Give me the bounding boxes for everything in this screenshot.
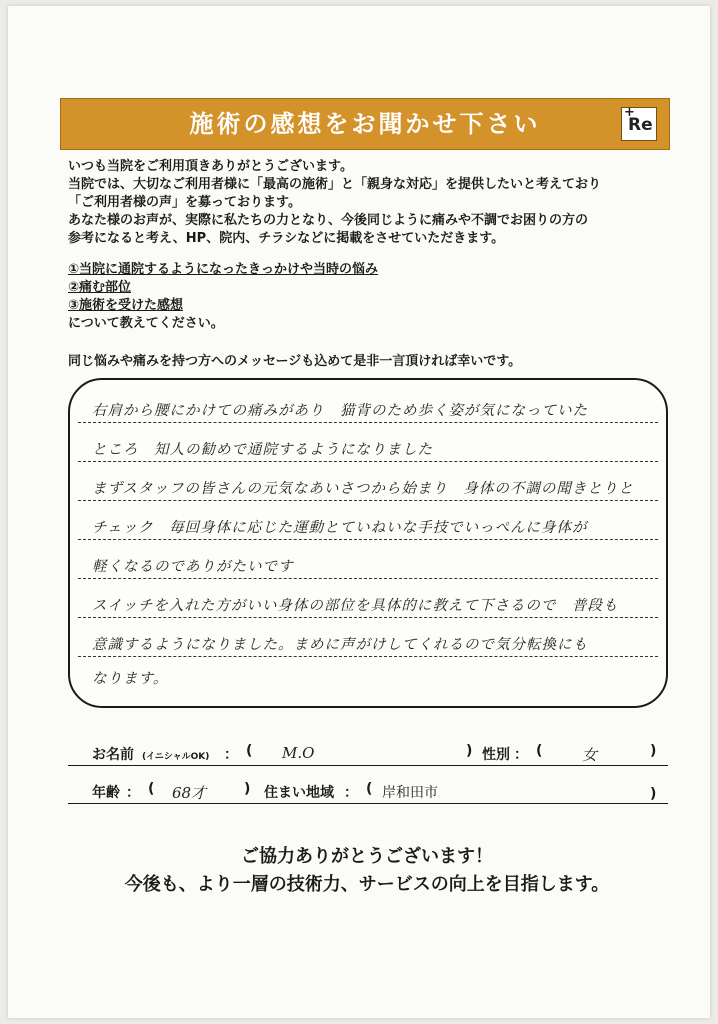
- logo-text: Re: [628, 115, 653, 135]
- paren-close: ): [466, 743, 473, 759]
- comment-line: [78, 626, 658, 657]
- name-gender-row: [68, 742, 668, 766]
- handwritten-text: 右肩から腰にかけての痛みがあり 猫背のため歩く姿が気になっていた: [92, 403, 588, 419]
- comment-box[interactable]: [68, 378, 668, 708]
- intro-line: いつも当院をご利用頂きありがとうございます。: [68, 159, 353, 174]
- intro-line: 「ご利用者様の声」を募っております。: [68, 195, 301, 210]
- thanks-line: 今後も、より一層の技術力、サービスの向上を目指します。: [124, 874, 610, 895]
- page-title: 施術の感想をお聞かせ下さい: [189, 110, 541, 138]
- handwritten-text: なります。: [92, 671, 169, 687]
- logo-plus: +: [624, 105, 635, 120]
- age-label: 年齢: [92, 785, 120, 801]
- question-item: ①当院に通院するようになったきっかけや当時の悩み: [68, 262, 379, 277]
- underline: [68, 803, 668, 805]
- underline: [68, 765, 668, 767]
- gender-label: 性別: [482, 747, 510, 763]
- comment-line: [78, 431, 658, 462]
- paren-open: (: [366, 781, 373, 797]
- colon: ：: [224, 747, 238, 763]
- question-tail: について教えてください。: [68, 316, 224, 331]
- paren-open: (: [246, 743, 253, 759]
- paren-close: ): [650, 743, 657, 759]
- name-value[interactable]: M.O: [282, 744, 315, 762]
- age-value[interactable]: 68才: [172, 784, 207, 802]
- comment-line: [78, 587, 658, 618]
- handwritten-text: チェック 毎回身体に応じた運動とていねいな手技でいっぺんに身体が: [92, 520, 588, 536]
- colon: ：: [344, 785, 358, 801]
- handwritten-text: まずスタッフの皆さんの元気なあいさつから始まり 身体の不調の聞きとりと: [92, 481, 634, 497]
- intro-line: 参考になると考え、HP、院内、チラシなどに掲載をさせていただきます。: [68, 231, 505, 246]
- comment-line: [78, 470, 658, 501]
- area-label: 住まい地域: [264, 785, 334, 801]
- intro-text: [68, 158, 678, 248]
- handwritten-text: ところ 知人の勧めで通院するようになりました: [92, 442, 433, 458]
- name-note: (イニシャルOK): [142, 752, 210, 762]
- colon: ：: [514, 747, 528, 763]
- handwritten-text: 意識するようになりました。まめに声がけしてくれるので気分転換にも: [92, 637, 588, 653]
- survey-sheet: [8, 6, 710, 1018]
- paren-open: (: [536, 743, 543, 759]
- question-item: ②痛む部位: [68, 280, 132, 295]
- comment-line: [78, 660, 658, 690]
- age-area-row: [68, 780, 668, 804]
- comment-line: [78, 509, 658, 540]
- colon: ：: [126, 785, 140, 801]
- handwritten-text: スイッチを入れた方がいい身体の部位を具体的に教えて下さるので 普段も: [92, 598, 619, 614]
- header-banner: [60, 98, 670, 150]
- paren-close: ): [650, 786, 657, 802]
- name-label: お名前: [92, 747, 134, 763]
- question-item: ③施術を受けた感想: [68, 298, 184, 313]
- message-request: 同じ悩みや痛みを持つ方へのメッセージも込めて是非一言頂ければ幸いです。: [68, 354, 522, 369]
- intro-line: 当院では、大切なご利用者様に「最高の施術」と「親身な対応」を提供したいと考えており: [68, 177, 602, 192]
- thanks-line: ご協力ありがとうございます！: [241, 846, 493, 867]
- question-items: [68, 261, 378, 333]
- handwritten-text: 軽くなるのでありがたいです: [92, 559, 294, 575]
- comment-line: [78, 548, 658, 579]
- comment-line: [78, 392, 658, 423]
- intro-line: あなた様のお声が、実際に私たちの力となり、今後同じように痛みや不調でお困りの方の: [68, 213, 589, 228]
- paren-open: (: [148, 781, 155, 797]
- re-logo: [621, 107, 657, 141]
- paren-close: ): [244, 781, 251, 797]
- gender-value[interactable]: 女: [582, 746, 598, 764]
- area-value[interactable]: 岸和田市: [382, 785, 438, 801]
